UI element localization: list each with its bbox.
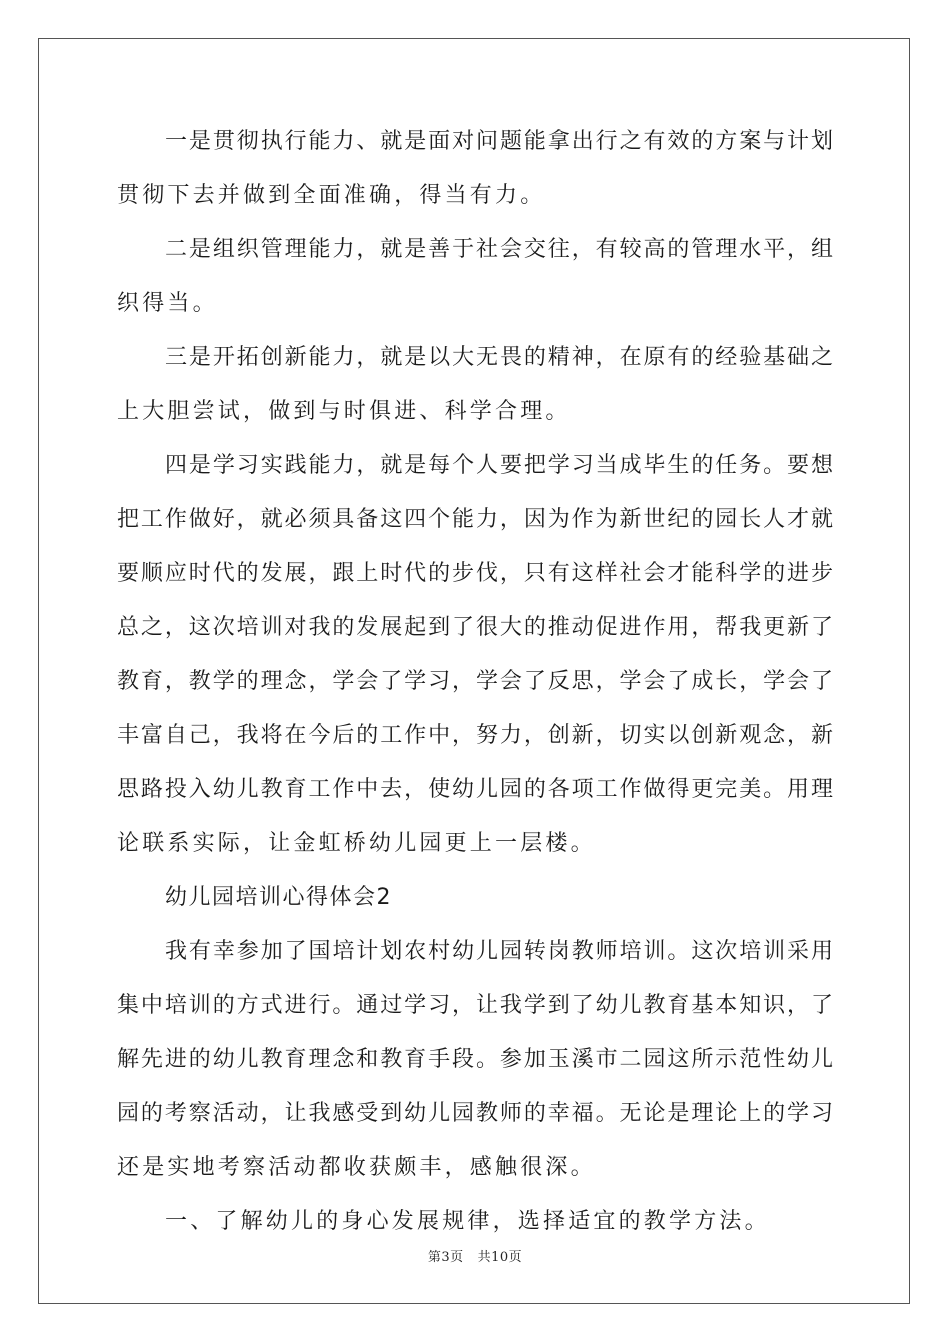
text-line: 上大胆尝试，做到与时俱进、科学合理。 — [117, 399, 571, 424]
section-heading: 幼儿园培训心得体会2 — [165, 885, 392, 910]
text-line: 总之，这次培训对我的发展起到了很大的推动促进作用，帮我更新了 — [117, 615, 833, 640]
text-line: 丰富自己，我将在今后的工作中，努力，创新，切实以创新观念，新 — [117, 723, 833, 748]
text-line: 还是实地考察活动都收获颇丰，感触很深。 — [117, 1155, 596, 1180]
text-line: 集中培训的方式进行。通过学习，让我学到了幼儿教育基本知识，了 — [117, 993, 833, 1018]
text-line: 论联系实际，让金虹桥幼儿园更上一层楼。 — [117, 831, 596, 856]
text-line: 四是学习实践能力，就是每个人要把学习当成毕生的任务。要想 — [165, 453, 833, 478]
text-line: 织得当。 — [117, 291, 218, 316]
text-line: 三是开拓创新能力，就是以大无畏的精神，在原有的经验基础之 — [165, 345, 833, 370]
text-line: 贯彻下去并做到全面准确，得当有力。 — [117, 183, 546, 208]
text-line: 园的考察活动，让我感受到幼儿园教师的幸福。无论是理论上的学习 — [117, 1101, 833, 1126]
text-line: 一、了解幼儿的身心发展规律，选择适宜的教学方法。 — [165, 1209, 770, 1234]
text-line: 思路投入幼儿教育工作中去，使幼儿园的各项工作做得更完美。用理 — [117, 777, 833, 802]
text-line: 教育，教学的理念，学会了学习，学会了反思，学会了成长，学会了 — [117, 669, 833, 694]
text-line: 我有幸参加了国培计划农村幼儿园转岗教师培训。这次培训采用 — [165, 939, 833, 964]
text-line: 解先进的幼儿教育理念和教育手段。参加玉溪市二园这所示范性幼儿 — [117, 1047, 833, 1072]
page-number: 第3页 — [427, 1250, 464, 1265]
text-line: 把工作做好，就必须具备这四个能力，因为作为新世纪的园长人才就 — [117, 507, 833, 532]
page-footer — [0, 1246, 950, 1265]
text-line: 二是组织管理能力，就是善于社会交往，有较高的管理水平，组 — [165, 237, 833, 262]
page-total: 共10页 — [477, 1250, 523, 1265]
text-line: 一是贯彻执行能力、就是面对问题能拿出行之有效的方案与计划 — [165, 129, 833, 154]
text-line: 要顺应时代的发展，跟上时代的步伐，只有这样社会才能科学的进步 — [117, 561, 833, 586]
